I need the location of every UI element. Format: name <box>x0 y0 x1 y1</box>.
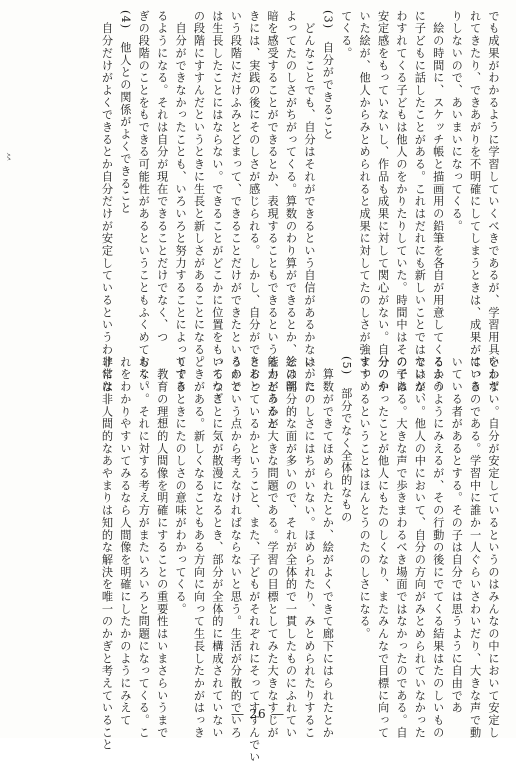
text-line: れをわかりやすいてみるなら人間像を明確にしたかのようにみえて <box>118 356 132 727</box>
text-line: るかという点から考えなければならないと思う。生活が分散的でいろ <box>229 356 243 739</box>
text-line: 分のやったことが他人にもたのしくなり、またみんなで目標に向って <box>376 356 390 739</box>
text-line: るようになる。それは自分が現在できることだけでなく、つ <box>155 10 169 344</box>
text-line: いた絵が、他人からみとめられると成果に対してたのしさが強まっ <box>358 10 372 381</box>
text-line: (3) 自分ができること <box>321 10 335 141</box>
text-line: は生長したことにはならない。できることがどこかに位置をもってつぎ <box>210 10 224 406</box>
text-line: のである。大きな声で歩きまわるべき場面ではなかったのである。自 <box>394 356 408 739</box>
text-line: でも成果がわかるように学習していくべきであるが、学習用具をわず <box>487 10 500 393</box>
text-line: に子どもに話したことがある。これはだれにも新しいことではないが、 <box>413 10 427 406</box>
text-line: 安定感をもっていないし、作品も成果に対して関心がない。自分のか <box>376 10 390 393</box>
text-line: 暗を感受することができるとか、表現することもできるという能力があると <box>266 10 280 430</box>
text-line: ではない。他人の中において、自分の方向がみとめられていなかった <box>413 356 427 739</box>
text-line: すすめるということはほんとうのたのしさになる。 <box>358 356 372 641</box>
text-line: とは部分的な面が多いので、それが全体的で一貫したものにふれてい <box>284 356 298 739</box>
text-line: てくる。 <box>339 10 353 60</box>
text-line: ときがある。新しくなることもある方向に向って生長したかがはっき <box>192 356 206 739</box>
text-line: りしないので、あいまいになってくる。 <box>450 10 464 233</box>
text-line: いかない。自分が安定しているというのはみんなの中において安定し <box>487 356 500 739</box>
margin-mark: 〻 <box>4 153 14 163</box>
text-line: ているのである。学習中に誰か一人ぐらいさわいだり、大きな声で動 <box>468 356 482 739</box>
text-line: 非常な非人間的なあやまりは知的な解決を唯一のかぎと考えていること <box>100 356 114 752</box>
text-line: 自分ができなかったことも、いろいろと努力することによってでき <box>174 10 188 393</box>
text-line: (4) 他人との関係がよくできること <box>118 10 132 215</box>
text-line: いろなことに気が散漫になるとき、部分が全体的に構成されていない <box>210 356 224 739</box>
text-line: 算数ができてほめられたとか、絵がよくできて廊下にはられたとか <box>321 356 335 739</box>
text-line: もない。それに対する考え方がまたいろいろと問題になってくる。こ <box>137 356 151 739</box>
text-line: いている者があるとする。その子は自分では思うように自由であ <box>450 356 464 715</box>
text-line: どんなことでも、自分はそれができるという自信があるかないかに <box>302 10 316 393</box>
text-line: わすれてくる子どもは他人のをかりたりしていた。時間中はその子は <box>394 10 408 393</box>
text-line: (5) 部分でなく全体的なもの <box>339 356 353 524</box>
text-line: の段階にすすんだというときに生長と新しさがあることになる。 <box>192 10 206 369</box>
text-line: 絵の時間に、スケッチ帳と描画用の鉛筆を各自が用意してくるよう <box>431 10 445 393</box>
text-line: とおっているかということ、また、子どもがそれぞれにそってすすんでい <box>247 356 261 764</box>
text-line: よってたのしさがちがってくる。算数のわり算ができるとか、絵の明 <box>284 10 298 393</box>
text-line: いう段階にだけふみとどまって、できることだけができたというので <box>229 10 243 393</box>
text-line: きには、実践の後にそのしさが感じられる。しかし、自分ができると <box>247 10 261 393</box>
upper-text-block <box>97 10 502 430</box>
text-line: ぎの段階のことをもできる可能性があるということもふくめておく。 <box>137 10 151 393</box>
text-line: 自分だけがよくできるとか自分だけが安定しているというわけには <box>100 10 114 393</box>
page-number: ― 26 ― <box>231 707 285 721</box>
text-line: れてきたり、できあがりを不明確にしてしまうときは、成果がはっき <box>468 10 482 393</box>
text-line: るかどうかが大きな問題である。学習の目標としてみた大きなすじが <box>266 356 280 739</box>
text-line: りするときにたのしさの意味がわかってくる。 <box>174 356 188 616</box>
text-line: は、たのしさにはちがいない。ほめられたり、みとめられたりするこ <box>302 356 316 739</box>
text-line: るかのようにみえるが、その行動の後にでてくる結果はたのしいもの <box>431 356 445 739</box>
text-line: 教育の理想的人間像を明確にすることの重要性はいまさらいうまで <box>155 356 169 739</box>
